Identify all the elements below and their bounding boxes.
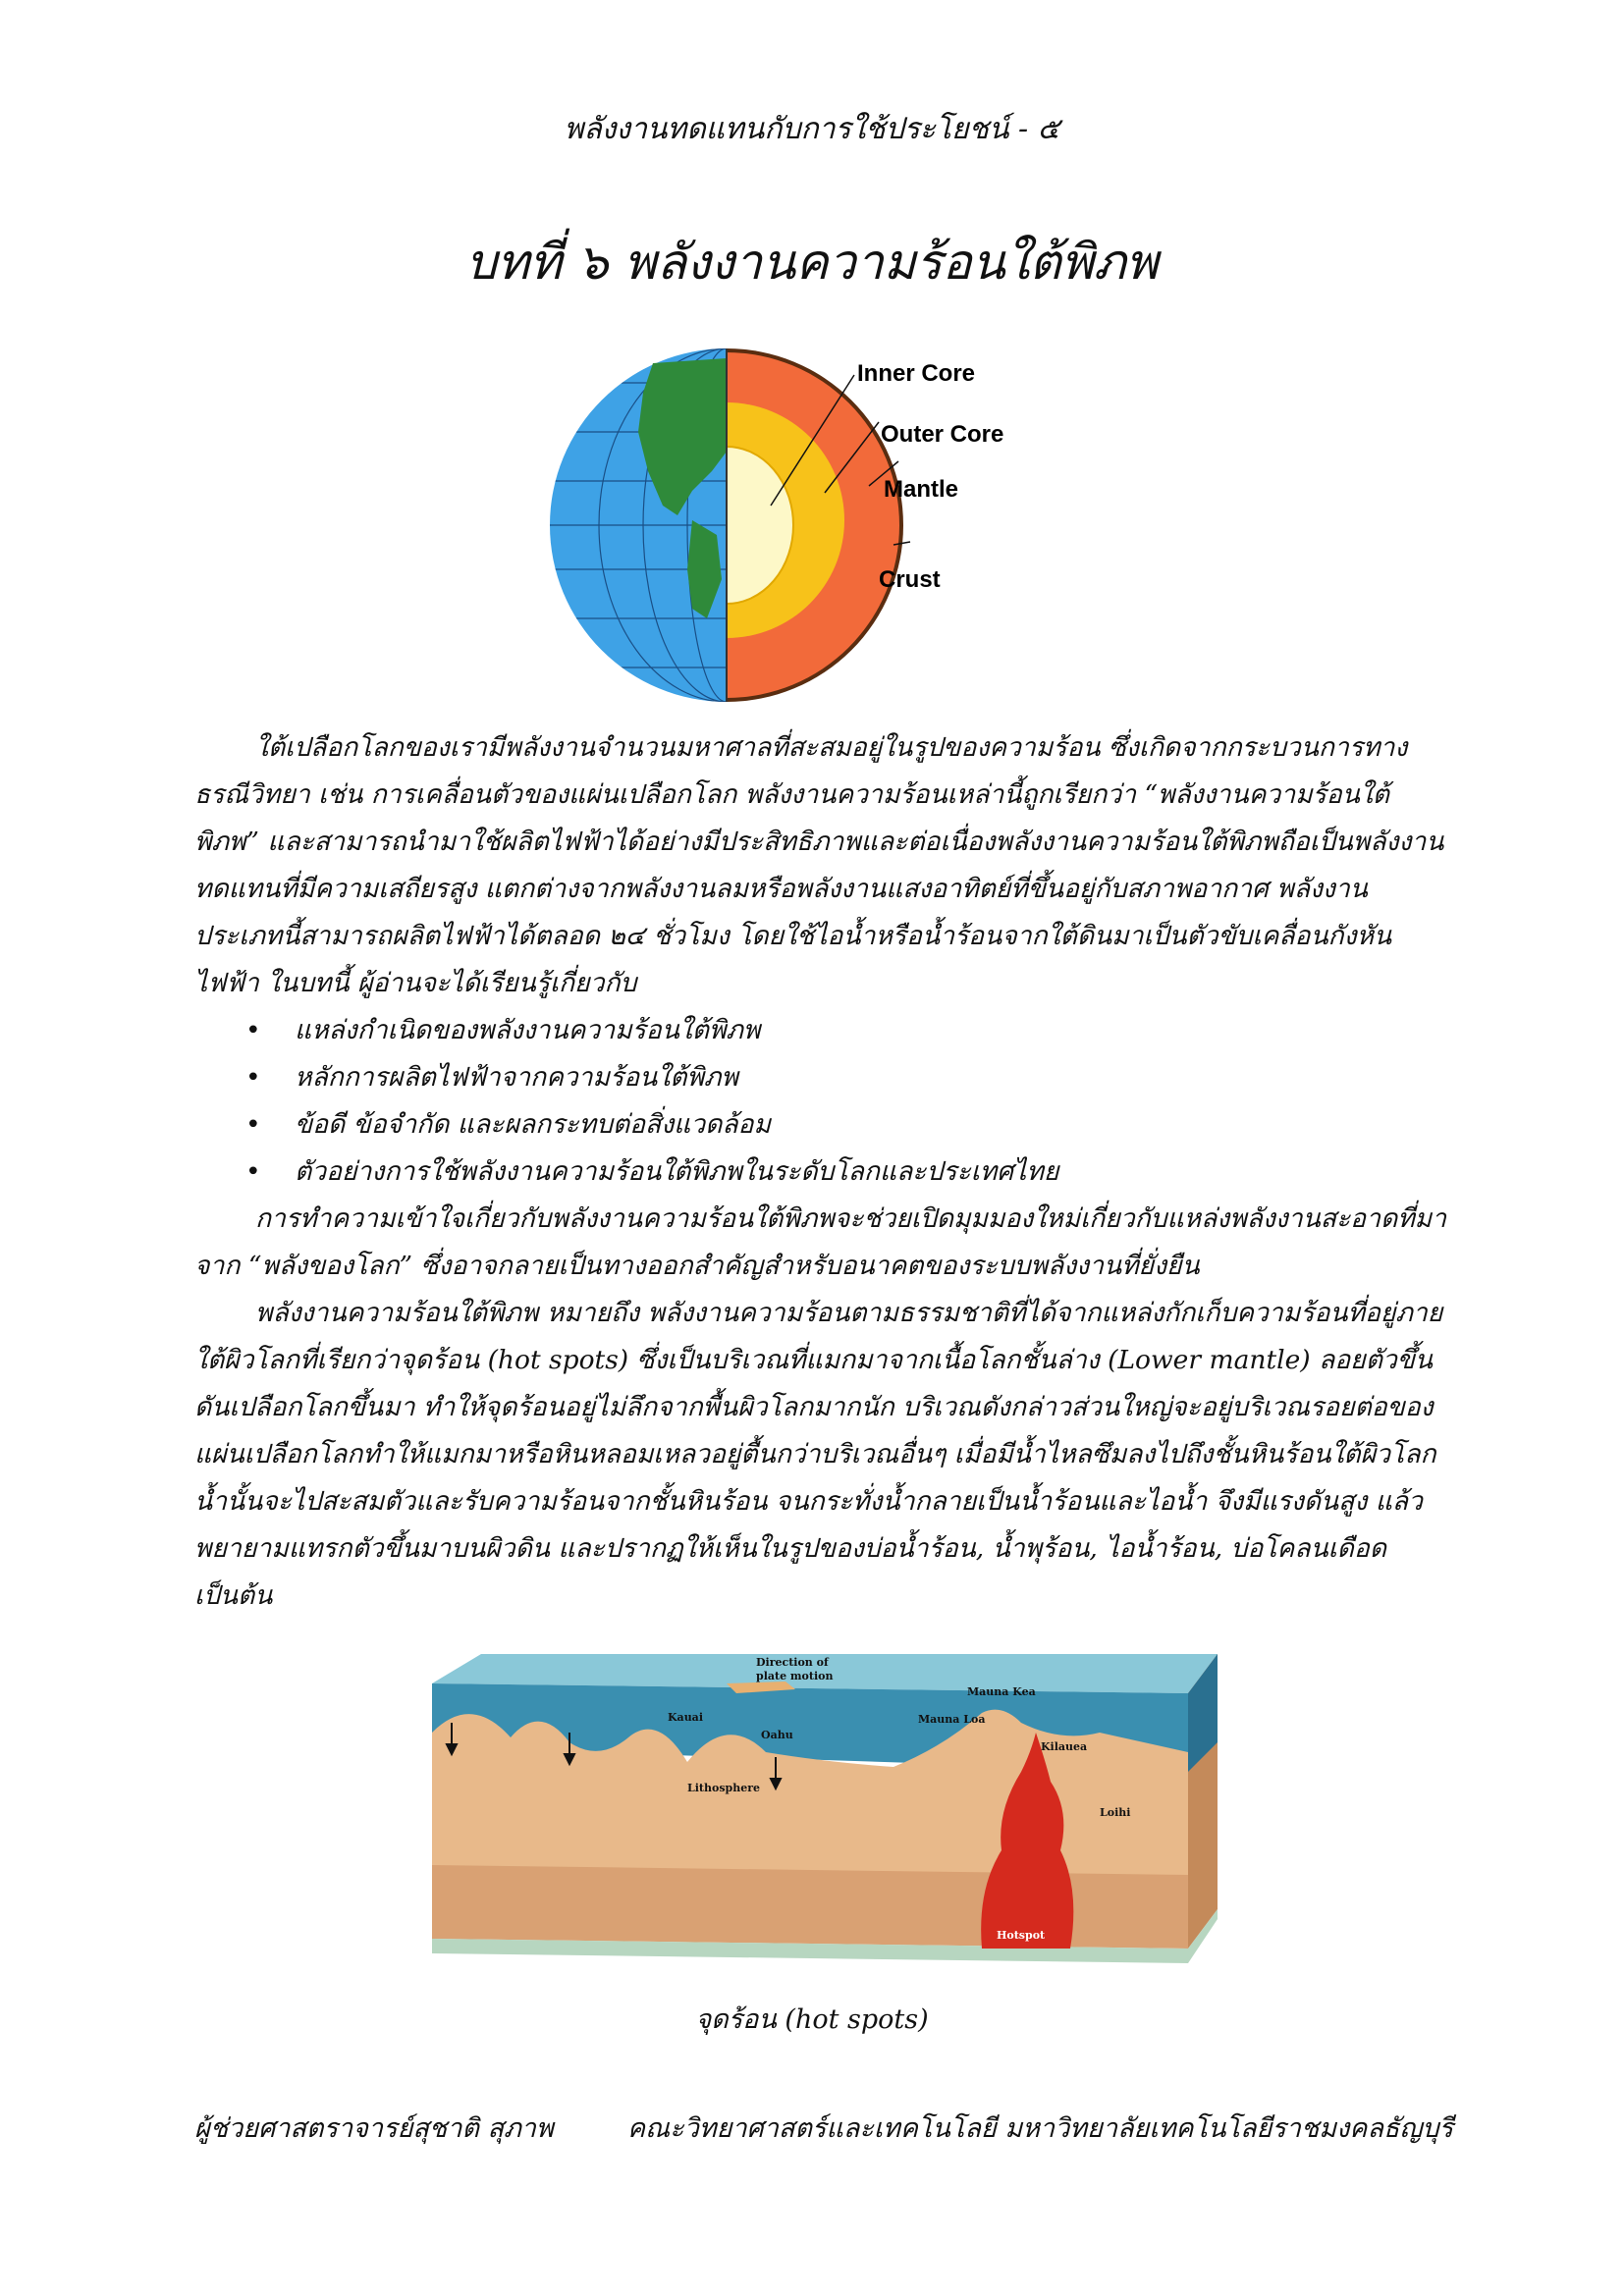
- footer-author: ผู้ช่วยศาสตราจารย์สุชาติ สุภาพ: [194, 2113, 554, 2144]
- list-item: • ข้อดี ข้อจำกัด และผลกระทบต่อสิ่งแวดล้อม: [194, 1101, 1453, 1148]
- page-header: พลังงานทดแทนกับการใช้ประโยชน์ - ๕: [564, 112, 1060, 146]
- chapter-title: บทที่ ๖ พลังงานความร้อนใต้พิภพ: [465, 234, 1159, 291]
- bullet-icon: •: [245, 1109, 261, 1140]
- list-item: • หลักการผลิตไฟฟ้าจากความร้อนใต้พิภพ: [194, 1054, 1453, 1101]
- lithosphere-label: Lithosphere: [687, 1782, 761, 1794]
- crust-label: Crust: [879, 566, 941, 593]
- paragraph-2: การทำความเข้าใจเกี่ยวกับพลังงานความร้อนใต้พิภพจะช่วยเปิดมุมมองใหม่เกี่ยวกับแหล่งพลังงานสะอาดที่มาจาก “พลังของโลก” ซึ่งอาจกลายเป็นทางออกสำคัญสำหรับอนาคตของระบบพลังงานที่ยั่งยืน: [194, 1203, 1447, 1281]
- direction-label: Direction of: [756, 1656, 829, 1669]
- bullet-icon: •: [245, 1015, 261, 1045]
- oahu-label: Oahu: [761, 1729, 793, 1741]
- mantle-label: Mantle: [884, 476, 959, 503]
- kauai-label: Kauai: [668, 1711, 703, 1724]
- list-item: • แหล่งกำเนิดของพลังงานความร้อนใต้พิภพ: [194, 1007, 1453, 1054]
- bullet-icon: •: [245, 1062, 261, 1093]
- topic-list: [194, 1007, 1453, 1196]
- list-item: • ตัวอย่างการใช้พลังงานความร้อนใต้พิภพในระดับโลกและประเทศไทย: [194, 1148, 1453, 1196]
- loihi-label: Loihi: [1100, 1806, 1131, 1819]
- direction-label-2: plate motion: [756, 1670, 834, 1682]
- kilauea-label: Kilauea: [1041, 1740, 1088, 1753]
- outer-core-label: Outer Core: [881, 421, 1004, 448]
- hotspot-label: Hotspot: [997, 1929, 1046, 1942]
- bullet-icon: •: [245, 1156, 261, 1187]
- intro-paragraph: ใต้เปลือกโลกของเรามีพลังงานจำนวนมหาศาลที่สะสมอยู่ในรูปของความร้อน ซึ่งเกิดจากกระบวนการทางธรณีวิทยา เช่น การเคลื่อนตัวของแผ่นเปลือกโลก พลังงานความร้อนเหล่านี้ถูกเรียกว่า “พลังงานความร้อนใต้พิภพ” และสามารถนำมาใช้ผลิตไฟฟ้าได้อย่างมีประสิทธิภาพและต่อเนื่องพลังงานความร้อนใต้พิภพถือเป็นพลังงานทดแทนที่มีความเสถียรสูง แตกต่างจากพลังงานลมหรือพลังงานแสงอาทิตย์ที่ขึ้นอยู่กับสภาพอากาศ พลังงานประเภทนี้สามารถผลิตไฟฟ้าได้ตลอด ๒๔ ชั่วโมง โดยใช้ไอน้ำหรือน้ำร้อนจากใต้ดินมาเป็นตัวขับเคลื่อนกังหันไฟฟ้า ในบทนี้ ผู้อ่านจะได้เรียนรู้เกี่ยวกับ: [194, 732, 1444, 998]
- paragraph-3: พลังงานความร้อนใต้พิภพ หมายถึง พลังงานความร้อนตามธรรมชาติที่ได้จากแหล่งกักเก็บความร้อนที่อยู่ภายใต้ผิวโลกที่เรียกว่าจุดร้อน (hot spots) ซึ่งเป็นบริเวณที่แมกมาจากเนื้อโลกชั้นล่าง (Lower mantle) ลอยตัวขึ้นดันเปลือกโลกขึ้นมา ทำให้จุดร้อนอยู่ไม่ลึกจากพื้นผิวโลกมากนัก บริเวณดังกล่าวส่วนใหญ่จะอยู่บริเวณรอยต่อของแผ่นเปลือกโลกทำให้แมกมาหรือหินหลอมเหลวอยู่ตื้นกว่าบริเวณอื่นๆ เมื่อมีน้ำไหลซึมลงไปถึงชั้นหินร้อนใต้ผิวโลกน้ำนั้นจะไปสะสมตัวและรับความร้อนจากชั้นหินร้อน จนกระทั่งน้ำกลายเป็นน้ำร้อนและไอน้ำ จึงมีแรงดันสูง แล้วพยายามแทรกตัวขึ้นมาบนผิวดิน และปรากฏให้เห็นในรูปของบ่อน้ำร้อน, น้ำพุร้อน, ไอน้ำร้อน, บ่อโคลนเดือด เป็นต้น: [194, 1298, 1443, 1611]
- body-text: [194, 724, 1453, 1620]
- mauna-kea-label: Mauna Kea: [967, 1685, 1036, 1698]
- hotspot-diagram: [432, 1654, 1218, 1988]
- figure-caption: จุดร้อน (hot spots): [695, 2004, 929, 2035]
- earth-layers-figure: [545, 324, 1095, 726]
- mauna-loa-label: Mauna Loa: [918, 1713, 986, 1726]
- footer-affiliation: คณะวิทยาศาสตร์และเทคโนโลยี มหาวิทยาลัยเทคโนโลยีราชมงคลธัญบุรี: [627, 2113, 1453, 2144]
- inner-core-label: Inner Core: [857, 360, 976, 387]
